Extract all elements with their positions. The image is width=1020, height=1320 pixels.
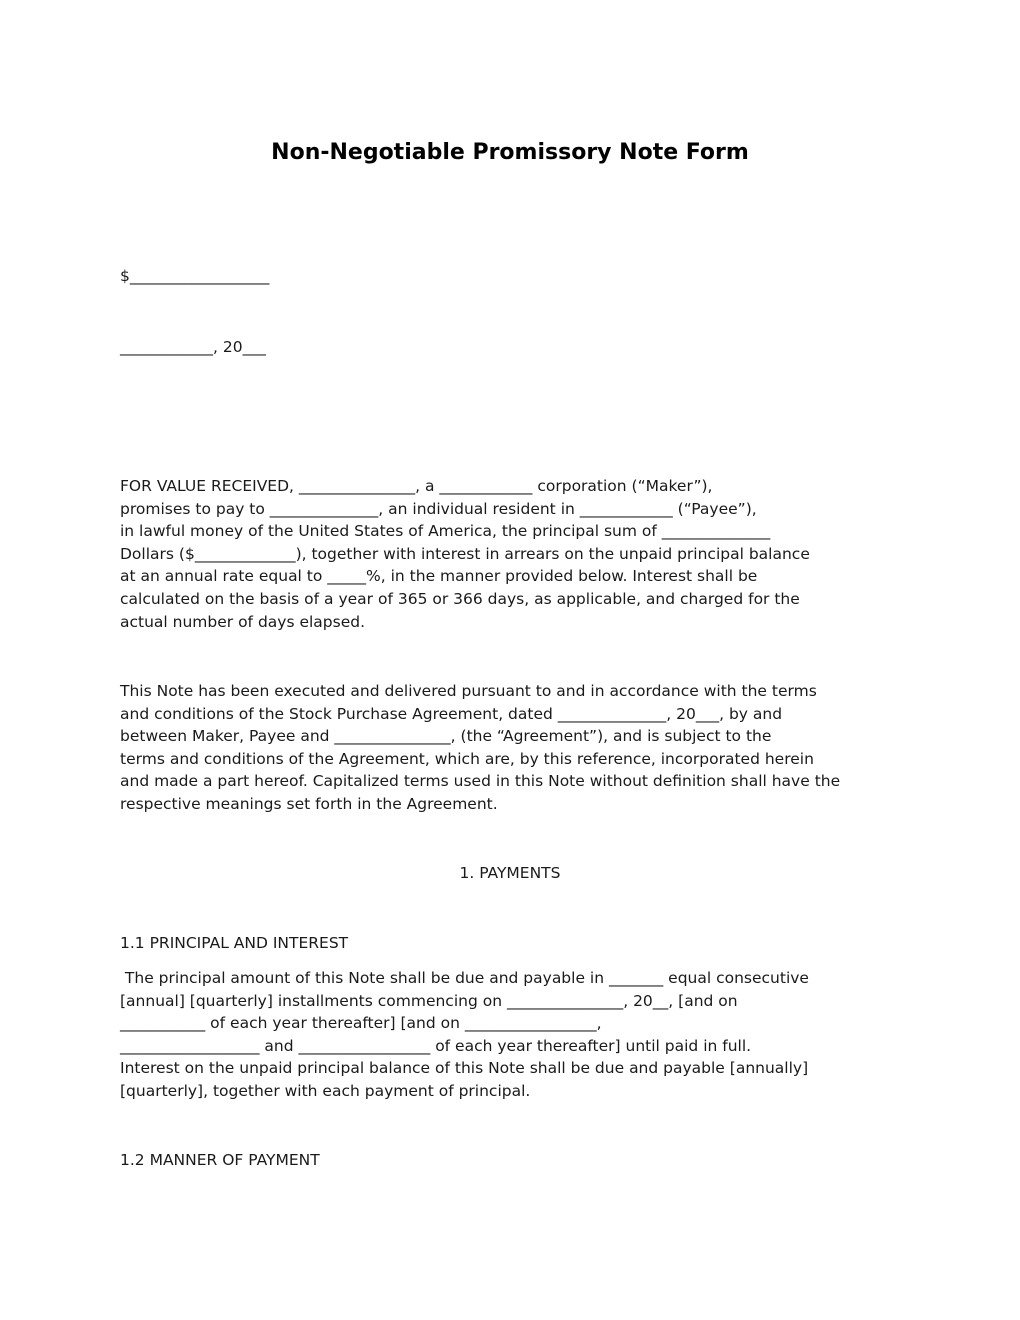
paragraph-line: [annual] [quarterly] installments commencing on _______________, 20__, [and on — [120, 991, 738, 1010]
paragraph-line: Dollars ($_____________), together with interest in arrears on the unpaid principal balance — [120, 544, 810, 563]
document-title: Non-Negotiable Promissory Note Form — [271, 140, 749, 165]
paragraph-line: and made a part hereof. Capitalized terms used in this Note without definition shall have the — [120, 772, 841, 791]
paragraph-line: at an annual rate equal to _____%, in the manner provided below. Interest shall be — [120, 567, 758, 586]
paragraph-line: The principal amount of this Note shall be due and payable in _______ equal consecutive — [120, 969, 809, 987]
paragraph-principal-and-interest — [120, 967, 910, 1103]
paragraph-line: promises to pay to ______________, an individual resident in ____________ (“Payee”), — [120, 499, 757, 518]
paragraph-line: __________________ and _________________ of each year thereafter] until paid in full. — [120, 1036, 752, 1055]
paragraph-line: Interest on the unpaid principal balance of this Note shall be due and payable [annually] — [120, 1059, 809, 1078]
paragraph-line: respective meanings set forth in the Agreement. — [120, 794, 498, 813]
amount-line: $__________________ — [120, 267, 270, 285]
paragraph-line: This Note has been executed and delivered pursuant to and in accordance with the terms — [120, 682, 817, 700]
section-heading-payments: 1. PAYMENTS — [459, 864, 561, 882]
paragraph-line: in lawful money of the United States of America, the principal sum of ______________ — [120, 522, 771, 541]
paragraph-line: [quarterly], together with each payment of principal. — [120, 1081, 531, 1100]
paragraph-line: between Maker, Payee and _______________, (the “Agreement”), and is subject to the — [120, 727, 772, 746]
paragraph-line: and conditions of the Stock Purchase Agreement, dated ______________, 20___, by and — [120, 704, 783, 723]
paragraph-for-value-received — [120, 475, 910, 633]
subsection-heading-manner-of-payment: 1.2 MANNER OF PAYMENT — [120, 1151, 320, 1169]
paragraph-line: calculated on the basis of a year of 365 or 366 days, as applicable, and charged for the — [120, 589, 800, 608]
paragraph-line: ___________ of each year thereafter] [and on _________________, — [120, 1014, 602, 1033]
paragraph-line: FOR VALUE RECEIVED, _______________, a ____________ corporation (“Maker”), — [120, 477, 713, 495]
date-line: ____________, 20___ — [120, 338, 266, 356]
paragraph-line: actual number of days elapsed. — [120, 612, 366, 631]
subsection-heading-principal-and-interest: 1.1 PRINCIPAL AND INTEREST — [120, 934, 349, 952]
paragraph-line: terms and conditions of the Agreement, which are, by this reference, incorporated herein — [120, 749, 814, 768]
paragraph-agreement — [120, 680, 910, 816]
